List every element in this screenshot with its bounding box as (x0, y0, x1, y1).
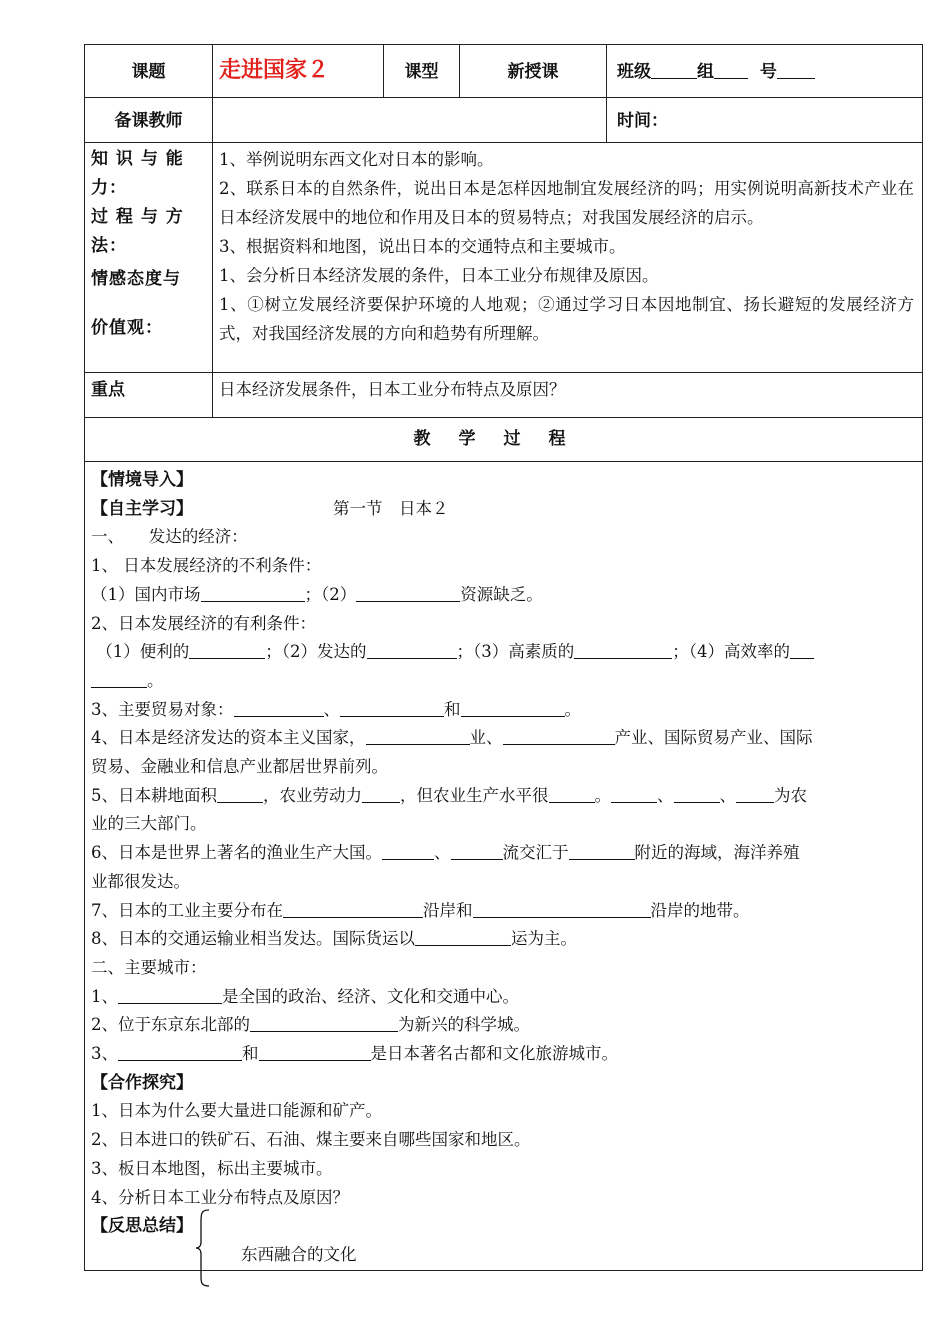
process-title: 教学过程 (85, 418, 923, 462)
process-content-row (85, 462, 923, 1271)
type-value: 新授课 (460, 45, 607, 98)
intro-heading: 【情境导入】 (91, 470, 193, 490)
process-content: 【情境导入】 【自主学习】 第一节 日本２ 一、 发达的经济： 1、 日本发展经济的不利条件： （1）国内市场 ；（2） 资源缺乏。 2、日本发展经济的有利条件： （1）便利的 ；（2）发达的 ；（3）高素质的 ；（4）高效率的 。 3、主要贸易对象： 、 和 。 4、日本是经济发达的资本主义国家， 业、 产业、国际贸易产业、国际 贸易、金融业和信息产业都居世界前列。 5、日本耕地面积 ，农业劳动力 ，但农业生产水平很 。 、 、 为农 业的三大部门。 6、日本是世界上著名的渔业生产大国。 、 流交汇于 附近的海域，海洋养殖 业都很发达。 7、日本的工业主要分布在 沿岸和 沿岸的地带。 8、日本的交通运输业相当发达。国际货运以 运为主。 二、主要城市： 1、 是全国的政治、经济、文化和交通中心。 2、位于东京东北部的 为新兴的科学城。 3、 和 是日本著名古都和文化旅游城市。 【合作探究】 1、日本为什么要大量进口能源和矿产。 2、日本进口的铁矿石、石油、煤主要来自哪些国家和地区。 3、板日本地图，标出主要城市。 4、分析日本工业分布特点及原因？ 【反思总结】 东西融合的文化 (85, 462, 923, 1271)
teacher-row (85, 98, 923, 143)
key-point-row (85, 373, 923, 418)
section-2-title: 二、主要城市： (91, 957, 207, 977)
summary-item: 东西融合的文化 (241, 1244, 357, 1264)
question-1: 1、 日本发展经济的不利条件： (91, 556, 322, 576)
key-point-label: 重点 (85, 373, 213, 418)
self-study-heading: 【自主学习】 (91, 498, 193, 519)
goals-labels: 知 识 与 能 力： 过 程 与 方 法： 情感态度与 价值观： (85, 143, 213, 373)
city-1: 1、 是全国的政治、经济、文化和交通中心。 (91, 986, 519, 1006)
type-label: 课型 (384, 45, 460, 98)
question-5: 5、日本耕地面积 ，农业劳动力 ，但农业生产水平很 。 、 、 为农 (91, 785, 807, 805)
question-3: 3、主要贸易对象： 、 和 。 (91, 699, 581, 719)
section-1-title: 一、 发达的经济： (91, 527, 248, 547)
class-group-number: 班级 组 号 (607, 45, 923, 98)
question-8: 8、日本的交通运输业相当发达。国际货运以 运为主。 (91, 929, 577, 949)
process-title-row (85, 418, 923, 462)
question-6: 6、日本是世界上著名的渔业生产大国。 、 流交汇于 附近的海域，海洋养殖 (91, 843, 800, 863)
question-4: 4、日本是经济发达的资本主义国家， 业、 产业、国际贸易产业、国际 (91, 728, 813, 748)
teacher-label: 备课教师 (85, 98, 213, 143)
explore-2: 2、日本进口的铁矿石、石油、煤主要来自哪些国家和地区。 (91, 1130, 531, 1150)
lesson-plan-page (84, 44, 922, 1271)
teacher-value (213, 98, 607, 143)
time-label: 时间： (607, 98, 923, 143)
goals-row (85, 143, 923, 373)
reflection-heading: 【反思总结】 (91, 1216, 193, 1237)
explore-4: 4、分析日本工业分布特点及原因？ (91, 1187, 349, 1207)
lesson-plan-table (84, 44, 923, 1271)
brace-icon (195, 1208, 211, 1288)
question-7: 7、日本的工业主要分布在 沿岸和 沿岸的地带。 (91, 900, 750, 920)
question-2-blanks: （1）便利的 ；（2）发达的 ；（3）高素质的 ；（4）高效率的 (91, 638, 916, 667)
city-2: 2、位于东京东北部的 为新兴的科学城。 (91, 1015, 530, 1035)
question-2: 2、日本发展经济的有利条件： (91, 613, 316, 633)
goals-text: 1、举例说明东西文化对日本的影响。 2、联系日本的自然条件，说出日本是怎样因地制宜发展经济的吗；用实例说明高新技术产业在日本经济发展中的地位和作用及日本的贸易特点；对我国发展经济的启示。 3、根据资料和地图，说出日本的交通特点和主要城市。 1、会分析日本经济发展的条件，日本工业分布规律及原因。 1、①树立发展经济要保护环境的人地观；②通过学习日本因地制宜、扬长避短的发展经济方式，对我国经济发展的方向和趋势有所理解。 (213, 143, 923, 373)
explore-3: 3、板日本地图，标出主要城市。 (91, 1158, 333, 1178)
header-row (85, 45, 923, 98)
topic-title: 走进国家２ (219, 58, 330, 83)
key-point-text: 日本经济发展条件，日本工业分布特点及原因？ (213, 373, 923, 418)
question-1-blanks: （1）国内市场 ；（2） 资源缺乏。 (91, 584, 543, 604)
topic-label: 课题 (85, 45, 213, 98)
explore-1: 1、日本为什么要大量进口能源和矿产。 (91, 1101, 382, 1121)
city-3: 3、 和 是日本著名古都和文化旅游城市。 (91, 1044, 618, 1064)
lesson-title: 第一节 日本２ (333, 498, 449, 518)
cooperation-heading: 【合作探究】 (91, 1072, 193, 1093)
